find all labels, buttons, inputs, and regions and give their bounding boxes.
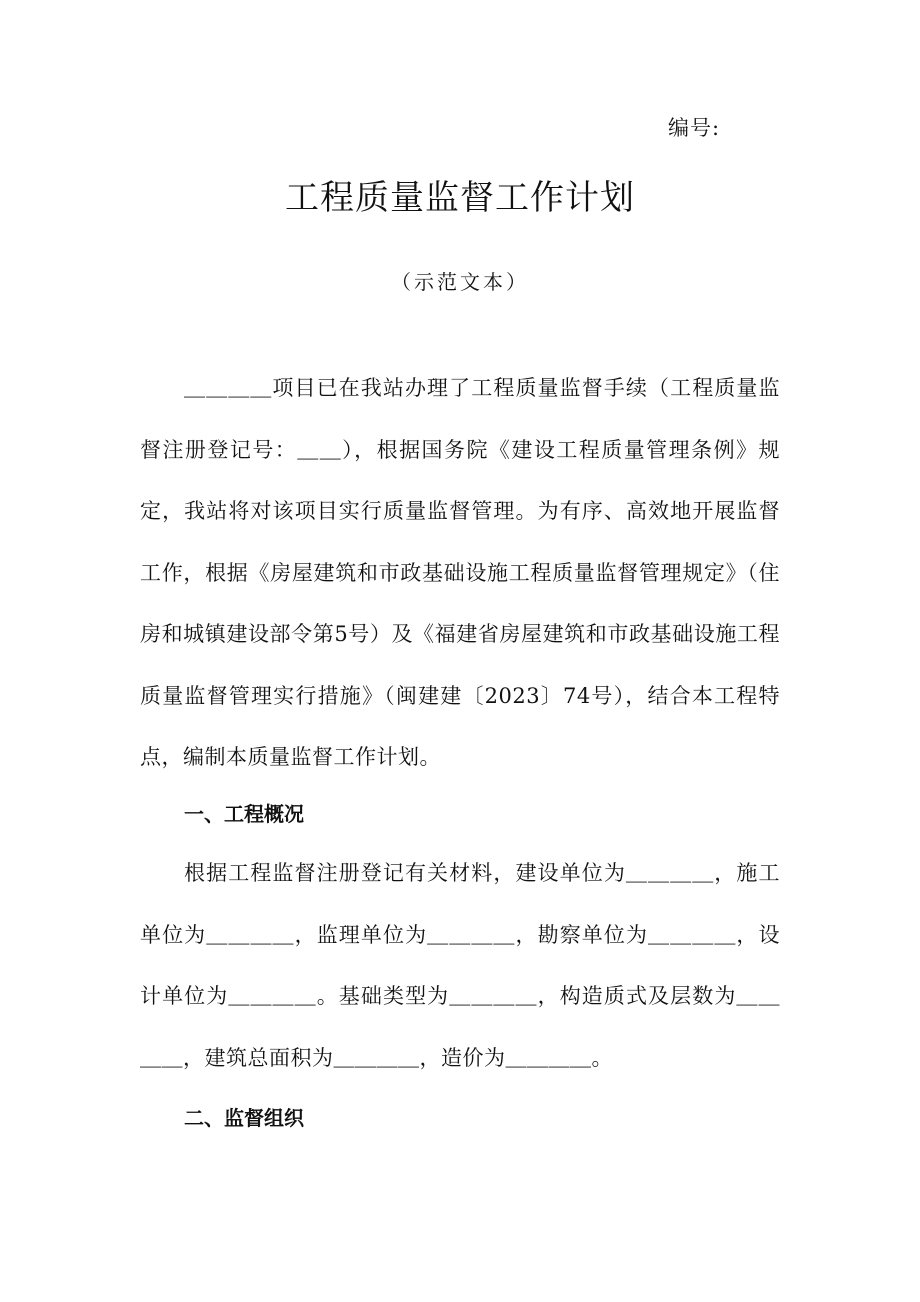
- overview-paragraph: 根据工程监督注册登记有关材料，建设单位为＿＿＿＿，施工单位为＿＿＿＿，监理单位为＿＿＿＿，勘察单位为＿＿＿＿，设计单位为＿＿＿＿。基础类型为＿＿＿＿，构造质式及层数为＿＿＿＿，建筑总面积为＿＿＿＿，造价为＿＿＿＿。: [140, 861, 780, 1070]
- intro-paragraph: ＿＿＿＿项目已在我站办理了工程质量监督手续（工程质量监督注册登记号：＿＿），根据国务院《建设工程质量管理条例》规定，我站将对该项目实行质量监督管理。为有序、高效地开展监督工作，根据《房屋建筑和市政基础设施工程质量监督管理规定》（住房和城镇建设部令第5号）及《福建省房屋建筑和市政基础设施工程质量监督管理实行措施》（闽建建〔2023〕74号），结合本工程特点，编制本质量监督工作计划。: [140, 376, 780, 769]
- document-number-label: 编号:: [668, 116, 721, 140]
- section-heading-organization: 二、监督组织: [184, 1106, 304, 1130]
- section-heading-overview: 一、工程概况: [184, 802, 304, 826]
- document-subtitle: （示范文本）: [391, 270, 529, 294]
- document-title: 工程质量监督工作计划: [285, 178, 635, 218]
